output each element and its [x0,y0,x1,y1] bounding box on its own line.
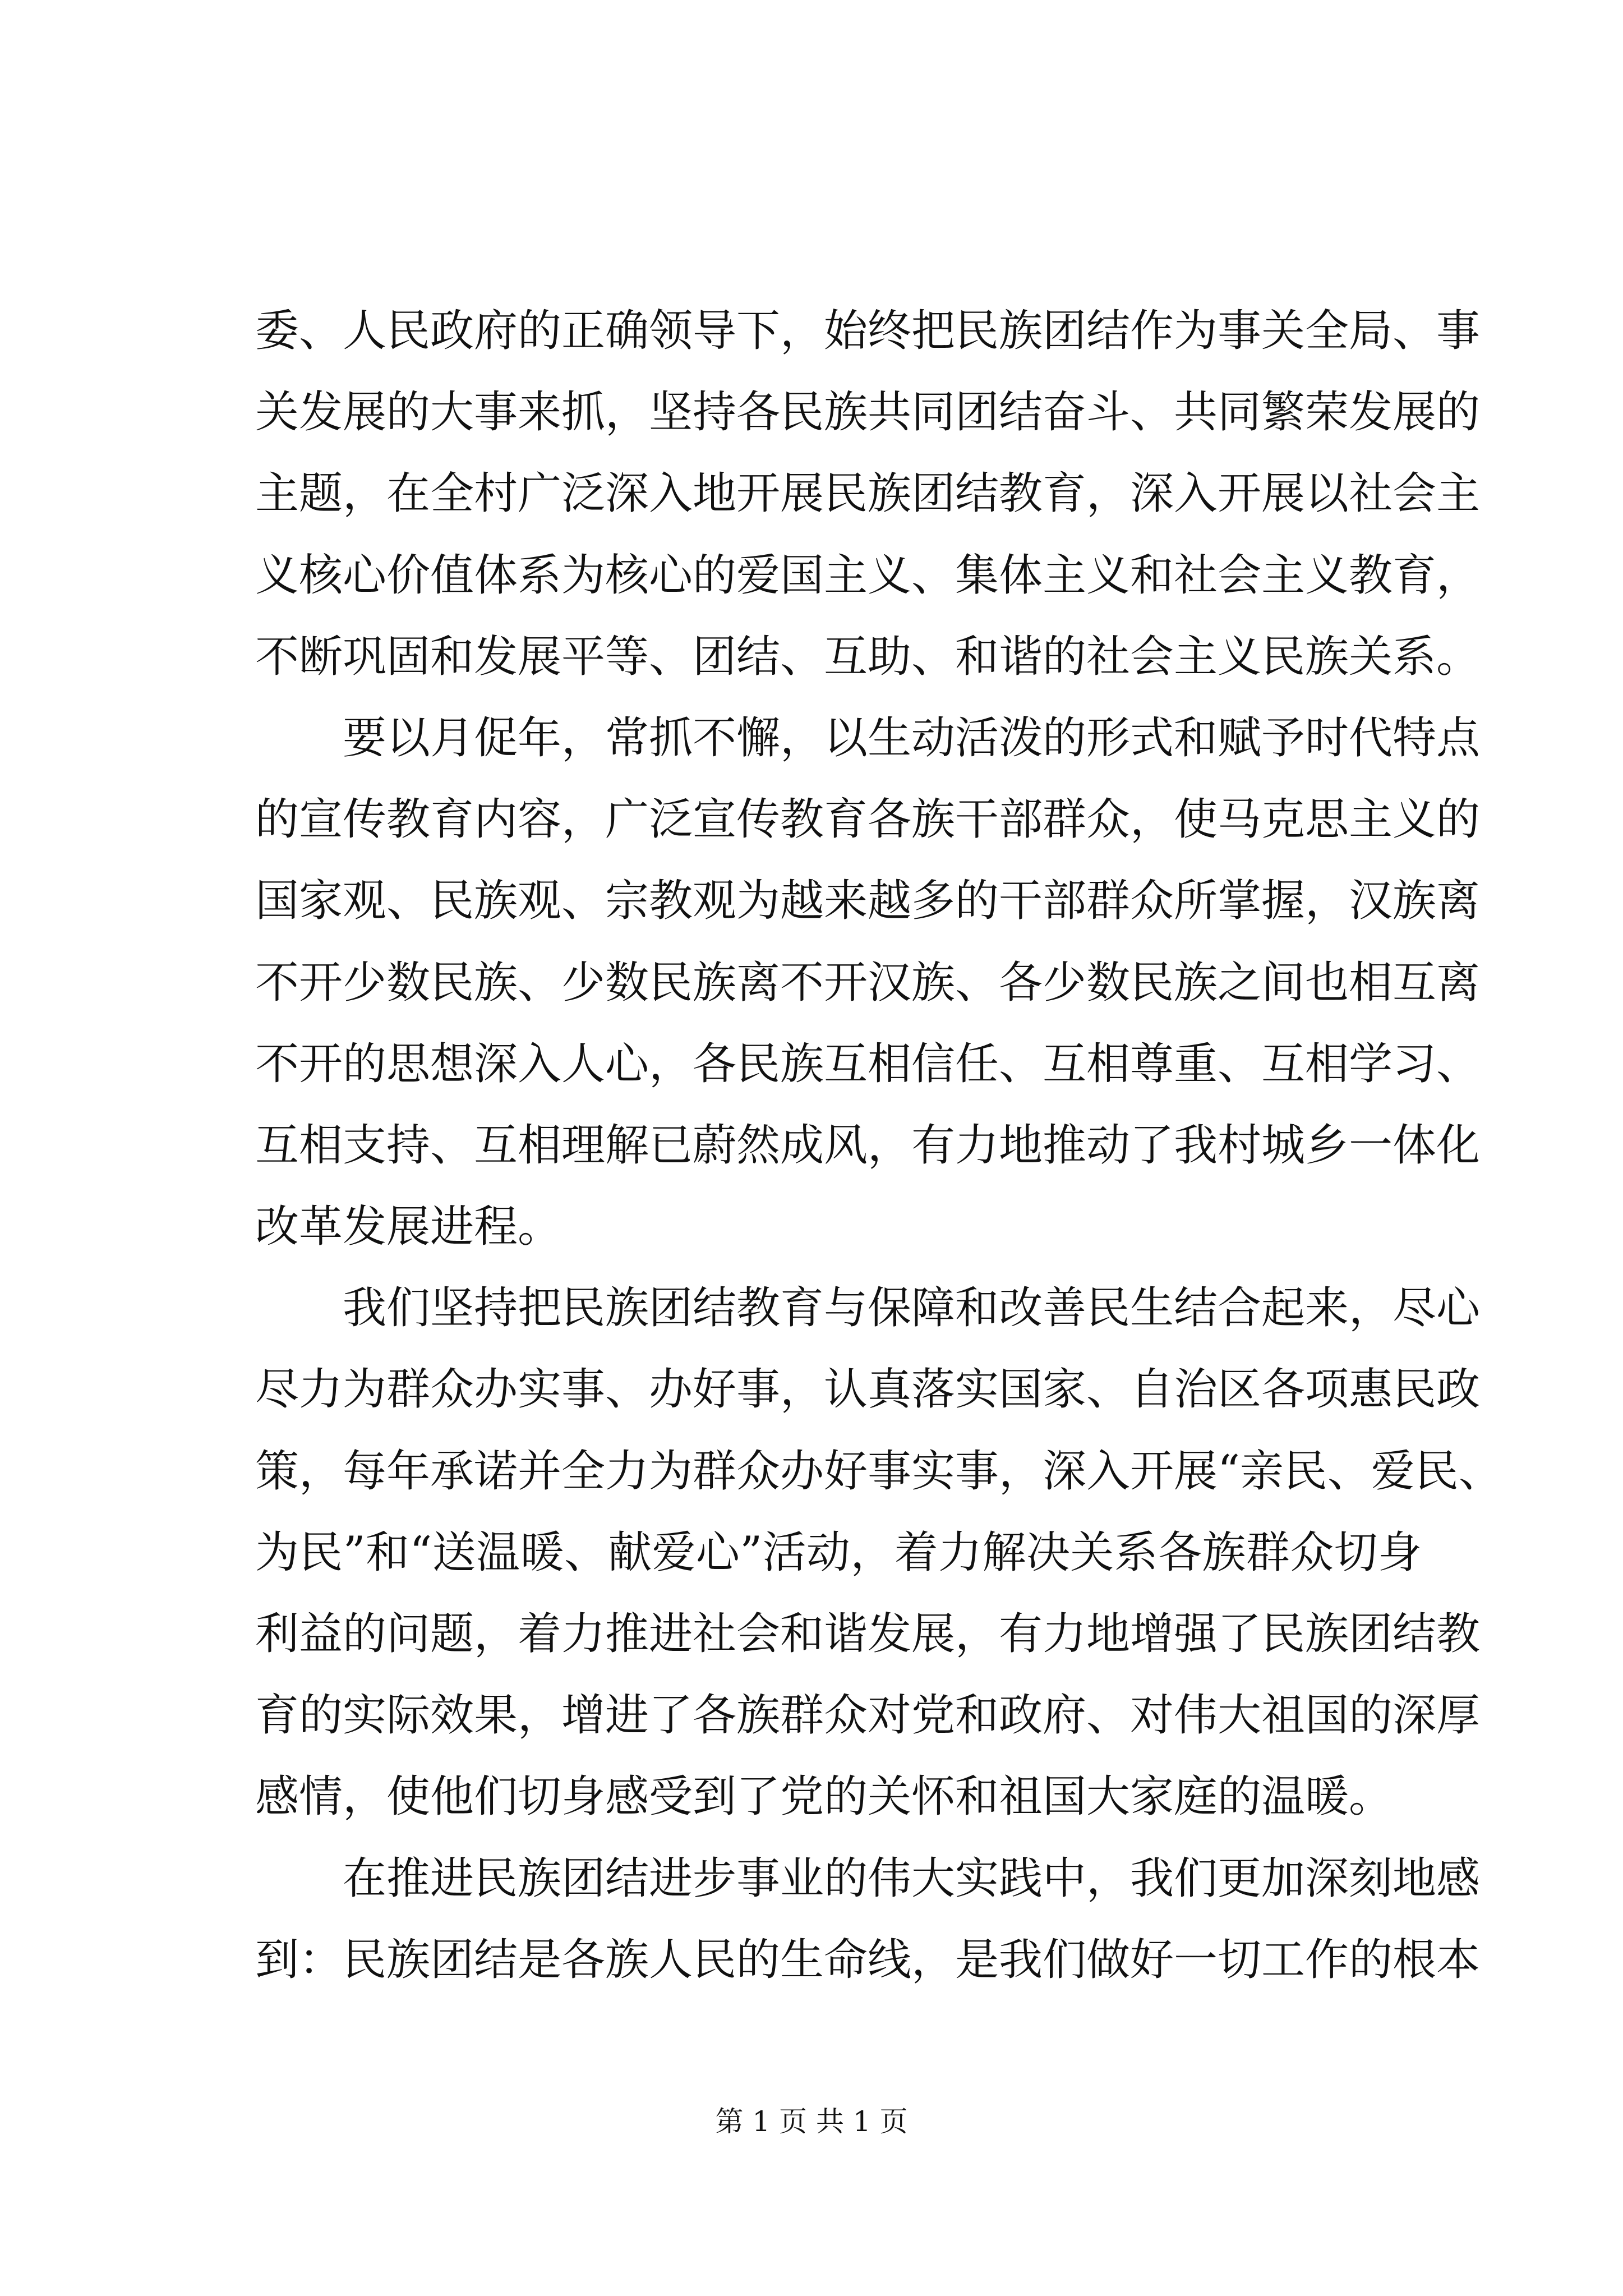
text-line: 尽力为群众办实事、办好事，认真落实国家、自治区各项惠民政 [255,1364,1481,1415]
text-line: 国家观、民族观、宗教观为越来越多的干部群众所掌握，汉族离 [255,876,1481,927]
text-line: 到：民族团结是各族人民的生命线，是我们做好一切工作的根本 [255,1934,1481,1985]
text-line: 主题，在全村广泛深入地开展民族团结教育，深入开展以社会主 [255,468,1481,519]
text-line: 关发展的大事来抓，坚持各民族共同团结奋斗、共同繁荣发展的 [255,387,1481,438]
text-line: 改革发展进程。 [255,1202,562,1253]
text-line: 委、人民政府的正确领导下，始终把民族团结作为事关全局、事 [255,306,1481,356]
text-line: 为民”和“送温暖、献爱心”活动，着力解决关系各族群众切身 [255,1527,1422,1578]
text-line: 要以月促年，常抓不懈，以生动活泼的形式和赋予时代特点 [255,712,1481,763]
page-footer: 第 1 页 共 1 页 [715,2105,908,2138]
text-line: 不开少数民族、少数民族离不开汉族、各少数民族之间也相互离 [255,957,1481,1008]
text-line: 不断巩固和发展平等、团结、互助、和谐的社会主义民族关系。 [255,631,1481,682]
text-line: 策，每年承诺并全力为群众办好事实事，深入开展“亲民、爱民、 [255,1446,1502,1497]
text-line: 义核心价值体系为核心的爱国主义、集体主义和社会主义教育， [255,550,1481,601]
text-line: 感情，使他们切身感受到了党的关怀和祖国大家庭的温暖。 [255,1772,1393,1823]
text-line: 利益的问题，着力推进社会和谐发展，有力地增强了民族团结教 [255,1609,1481,1659]
text-line: 互相支持、互相理解已蔚然成风，有力地推动了我村城乡一体化 [255,1120,1481,1171]
text-line: 我们坚持把民族团结教育与保障和改善民生结合起来，尽心 [255,1283,1481,1334]
text-line: 在推进民族团结进步事业的伟大实践中，我们更加深刻地感 [255,1853,1481,1904]
text-line: 不开的思想深入人心，各民族互相信任、互相尊重、互相学习、 [255,1038,1481,1089]
document-body [255,291,1502,2001]
text-line: 育的实际效果，增进了各族群众对党和政府、对伟大祖国的深厚 [255,1690,1481,1741]
text-line: 的宣传教育内容，广泛宣传教育各族干部群众，使马克思主义的 [255,794,1481,845]
